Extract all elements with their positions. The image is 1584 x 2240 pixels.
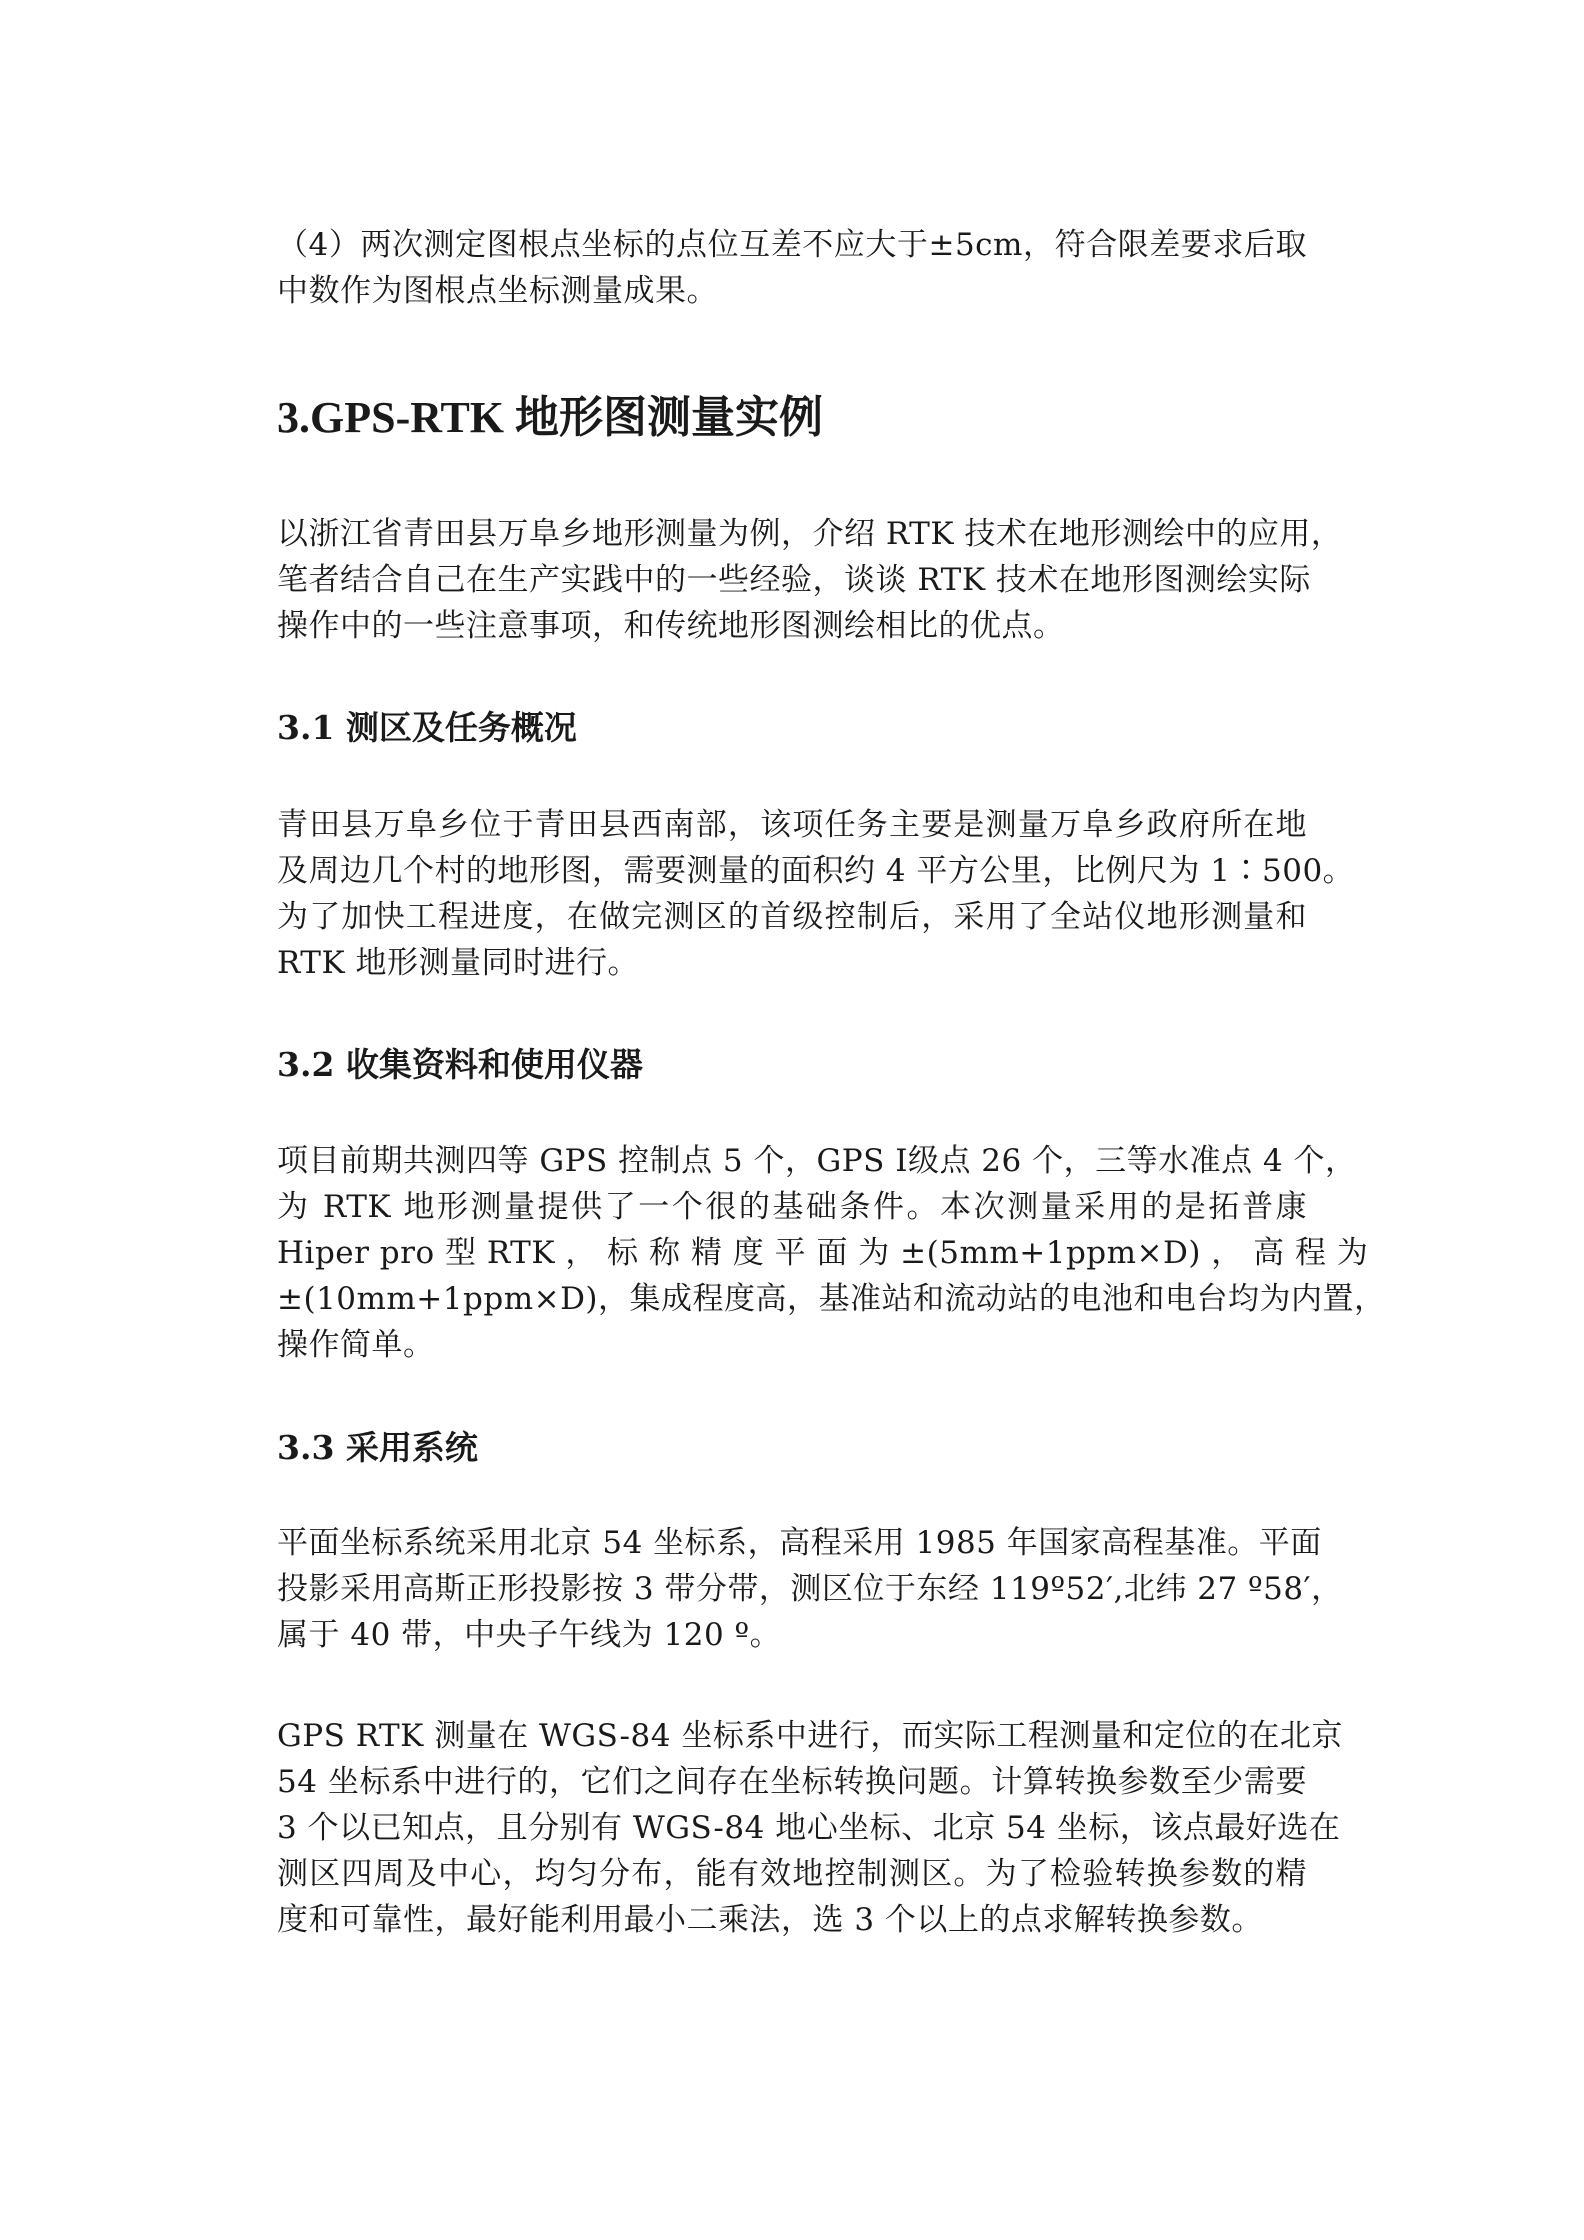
paragraph-line: 笔者结合自己在生产实践中的一些经验，谈谈 RTK 技术在地形图测绘实际 (277, 562, 1311, 598)
section-heading-3: 3.GPS-RTK 地形图测量实例 (277, 393, 824, 442)
paragraph-line: 3 个以已知点，且分别有 WGS-84 地心坐标、北京 54 坐标，该点最好选在 (277, 1810, 1341, 1846)
paragraph-line: Hiper pro 型 RTK ， 标 称 精 度 平 面 为 ±(5mm+1ppm×D) ， 高 程 为 (277, 1235, 1369, 1271)
paragraph-line: 项目前期共测四等 GPS 控制点 5 个，GPS Ⅰ级点 26 个，三等水准点 4 个， (277, 1143, 1357, 1179)
section-3-3-para-1 (277, 1520, 1343, 1658)
section-heading-3-1: 3.1 测区及任务概况 (277, 708, 577, 747)
paragraph-line: 测区四周及中心，均匀分布，能有效地控制测区。为了检验转换参数的精 (277, 1856, 1307, 1892)
paragraph-line: 操作中的一些注意事项，和传统地形图测绘相比的优点。 (277, 608, 1065, 644)
paragraph-line: 平面坐标系统采用北京 54 坐标系，高程采用 1985 年国家高程基准。平面 (277, 1525, 1322, 1561)
section-3-2-body (277, 1138, 1386, 1368)
paragraph-line: 以浙江省青田县万阜乡地形测量为例，介绍 RTK 技术在地形测绘中的应用， (277, 516, 1343, 552)
section-3-3-para-2 (277, 1713, 1343, 1943)
paragraph-line: 为 RTK 地形测量提供了一个很的基础条件。本次测量采用的是拓普康 (277, 1189, 1307, 1225)
section-3-1-body (277, 802, 1355, 986)
section-3-intro (277, 511, 1343, 649)
paragraph-line: 青田县万阜乡位于青田县西南部，该项任务主要是测量万阜乡政府所在地 (277, 807, 1307, 843)
paragraph-line: 中数作为图根点坐标测量成果。 (277, 273, 718, 309)
section-heading-3-3: 3.3 采用系统 (277, 1428, 478, 1467)
paragraph-line: 度和可靠性，最好能利用最小二乘法，选 3 个以上的点求解转换参数。 (277, 1902, 1263, 1938)
paragraph-line: 为了加快工程进度，在做完测区的首级控制后，采用了全站仪地形测量和 (277, 899, 1307, 935)
paragraph-line: RTK 地形测量同时进行。 (277, 945, 639, 981)
paragraph-line: ±(10mm+1ppm×D)，集成程度高，基准站和流动站的电池和电台均为内置， (277, 1281, 1386, 1317)
paragraph-line: 操作简单。 (277, 1327, 435, 1363)
paragraph-line: 及周边几个村的地形图，需要测量的面积约 4 平方公里，比例尺为 1∶500。 (277, 853, 1355, 889)
paragraph-line: 属于 40 带，中央子午线为 120 º。 (277, 1617, 782, 1653)
paragraph-line: GPS RTK 测量在 WGS-84 坐标系中进行，而实际工程测量和定位的在北京 (277, 1718, 1343, 1754)
paragraph-4 (277, 222, 1307, 314)
paragraph-line: （4）两次测定图根点坐标的点位互差不应大于±5cm，符合限差要求后取 (277, 227, 1307, 263)
section-heading-3-2: 3.2 收集资料和使用仪器 (277, 1045, 643, 1084)
paragraph-line: 投影采用高斯正形投影按 3 带分带，测区位于东经 119º52′,北纬 27 º58′， (277, 1571, 1343, 1607)
paragraph-line: 54 坐标系中进行的，它们之间存在坐标转换问题。计算转换参数至少需要 (277, 1764, 1307, 1800)
